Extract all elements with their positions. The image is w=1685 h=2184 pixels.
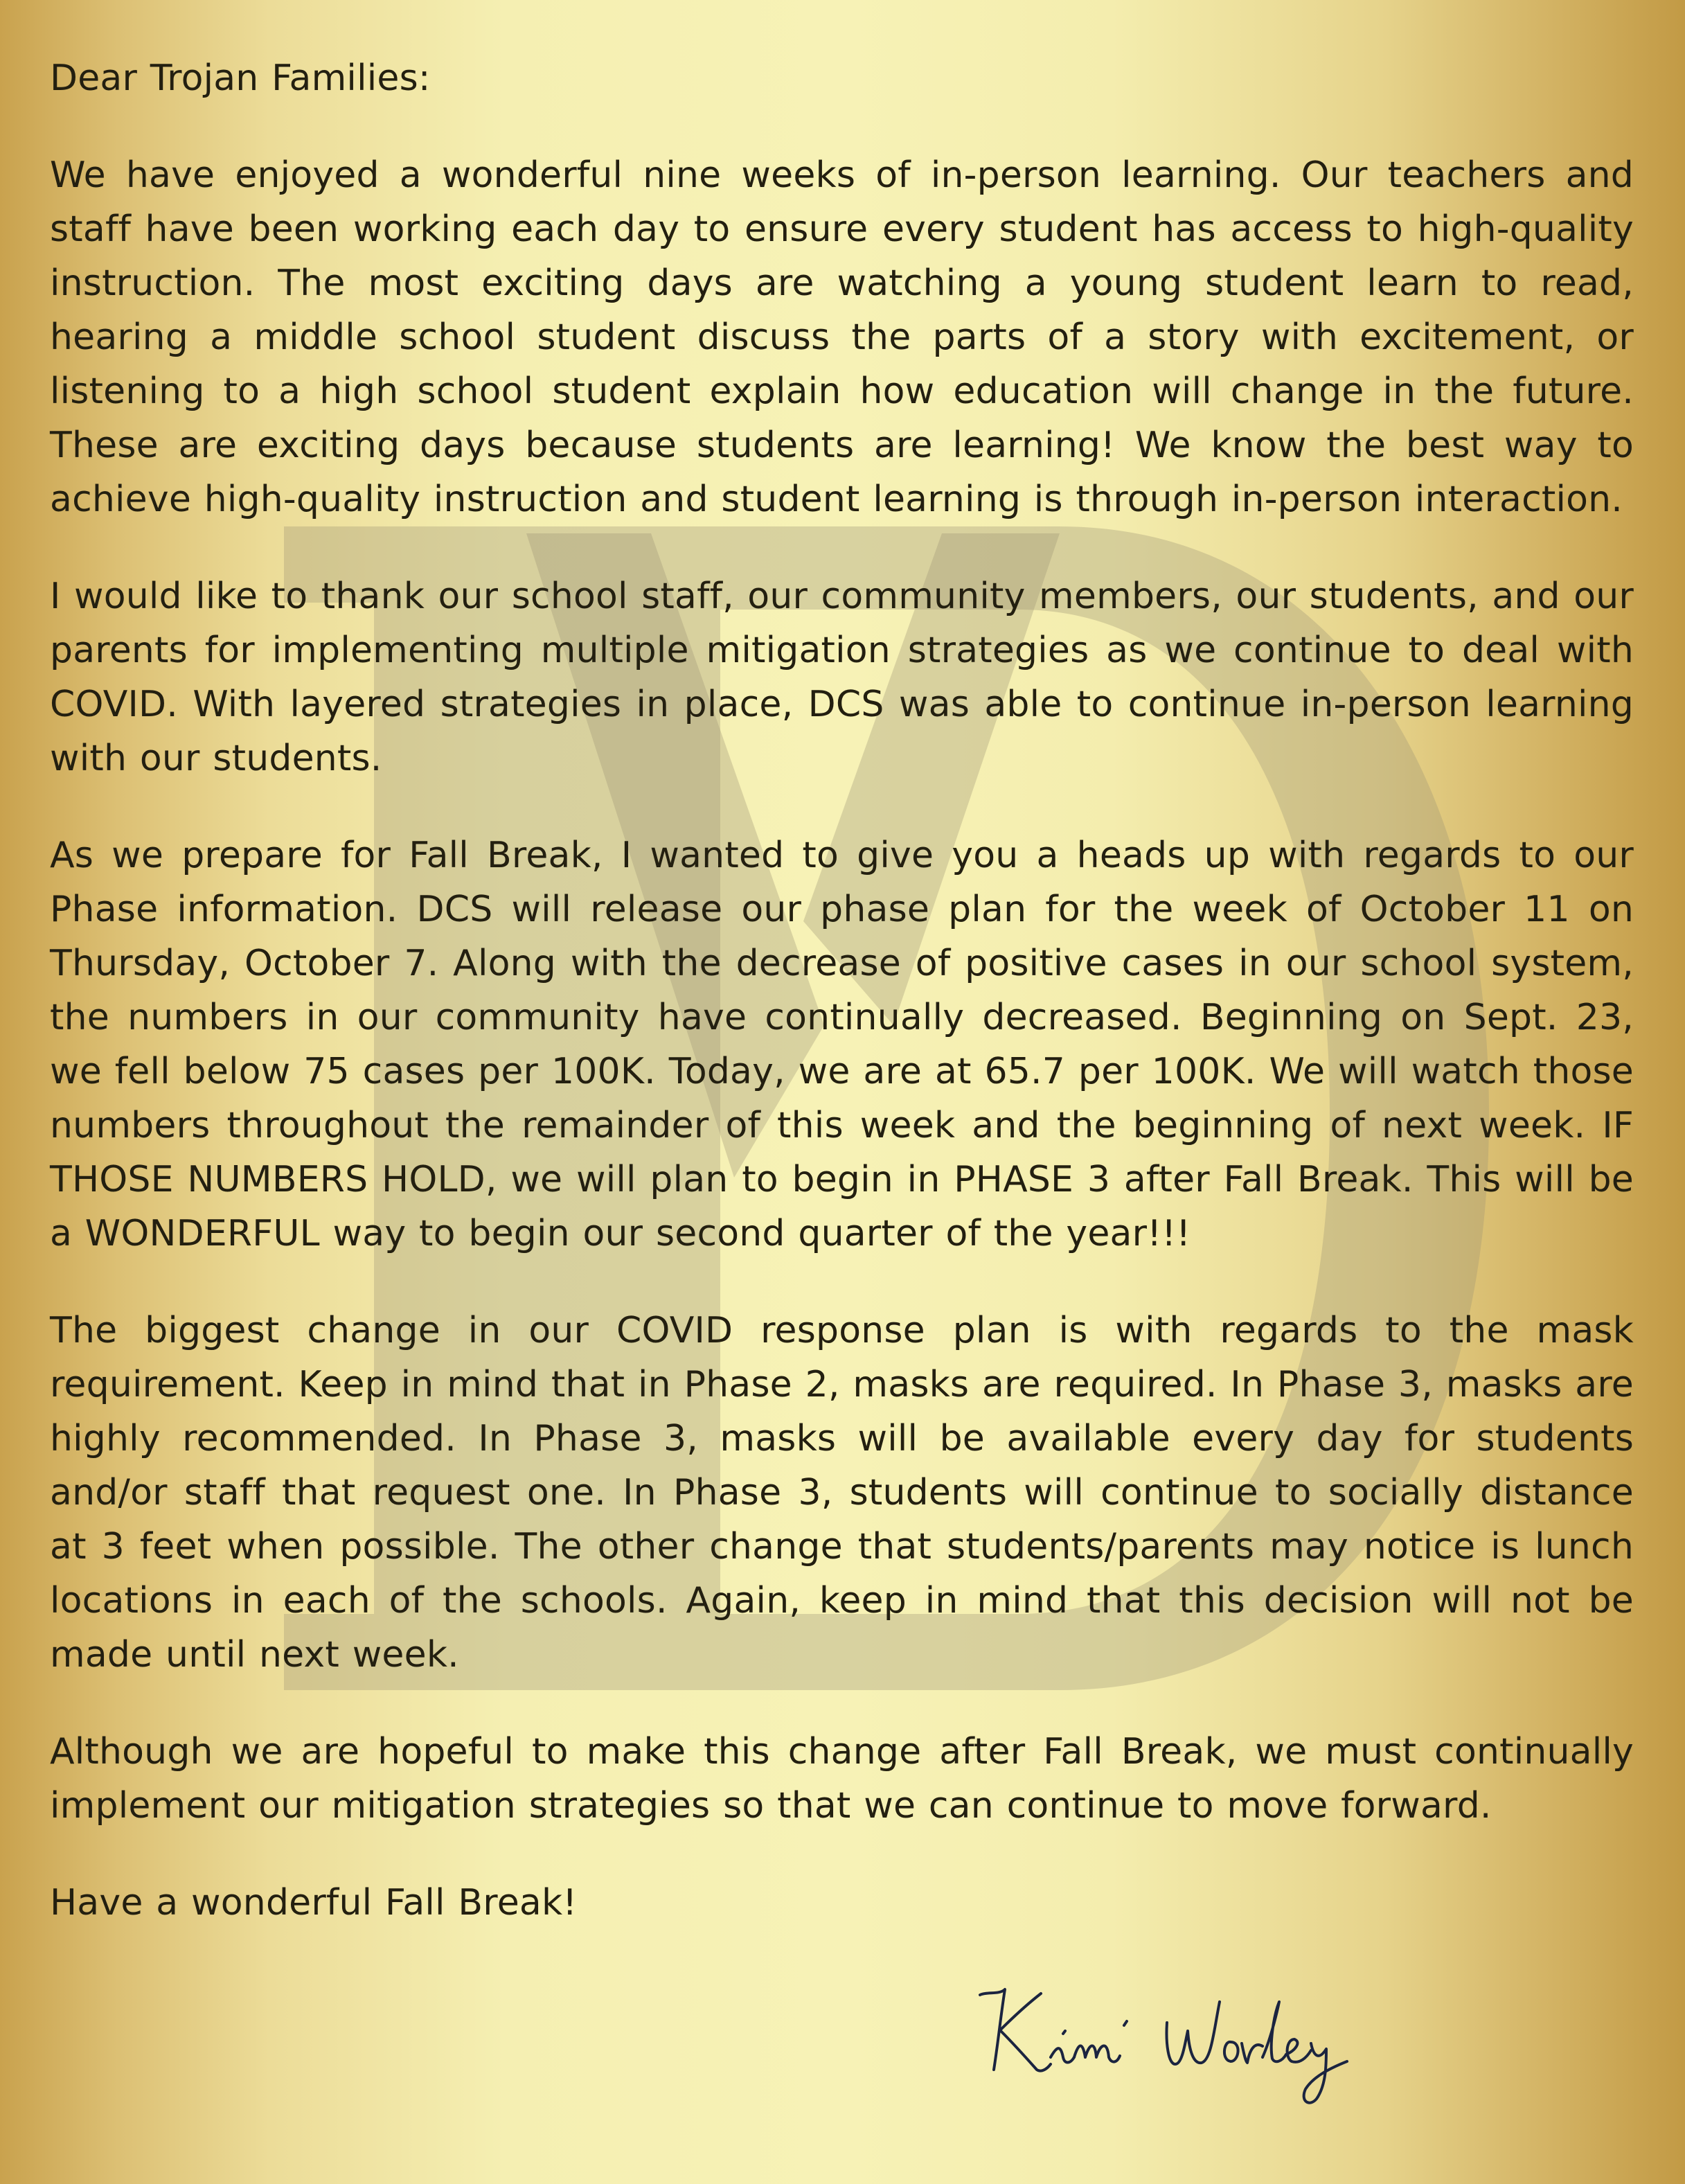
paragraph-thanks: I would like to thank our school staff, our community members, our students, and our parents for implementing multiple mitigation strategies as we continue to deal with COVID. With layered strategies in place, DCS was able to continue in-person learning with our students.	[50, 576, 1634, 779]
greeting: Dear Trojan Families:	[50, 57, 431, 99]
paragraph-phase-information: As we prepare for Fall Break, I wanted to give you a heads up with regards to our Phase information. DCS will release our phase plan for the week of October 11 on Thursday, October 7. Along with the decrease of positive cases in our school system, the numbers in our community have continually decreased. Beginning on Sept. 23, we fell below 75 cases per 100K. Today, we are at 65.7 per 100K. We will watch those numbers throughout the remainder of this week and the beginning of next week. IF THOSE NUMBERS HOLD, we will plan to begin in PHASE 3 after Fall Break. This will be a WONDERFUL way to begin our second quarter of the year!!!	[50, 835, 1634, 1254]
letter-body	[50, 51, 1634, 1930]
handwritten-signature	[959, 1953, 1402, 2113]
paragraph-in-person-learning: We have enjoyed a wonderful nine weeks of in-person learning. Our teachers and staff have been working each day to ensure every student has access to high-quality instruction. The most exciting days are watching a young student learn to read, hearing a middle school student discuss the parts of a story with excitement, or listening to a high school student explain how education will change in the future. These are exciting days because students are learning! We know the best way to achieve high-quality instruction and student learning is through in-person interaction.	[50, 154, 1634, 520]
closing-line: Have a wonderful Fall Break!	[50, 1882, 578, 1924]
paragraph-mask-requirement: The biggest change in our COVID response plan is with regards to the mask requirement. Keep in mind that in Phase 2, masks are required. In Phase 3, masks are highly recommended. In Phase 3, masks will be available every day for students and/or staff that request one. In Phase 3, students will continue to socially distance at 3 feet when possible. The other change that students/parents may notice is lunch locations in each of the schools. Again, keep in mind that this decision will not be made until next week.	[50, 1310, 1634, 1676]
paragraph-mitigation: Although we are hopeful to make this change after Fall Break, we must continually implement our mitigation strategies so that we can continue to move forward.	[50, 1731, 1634, 1827]
